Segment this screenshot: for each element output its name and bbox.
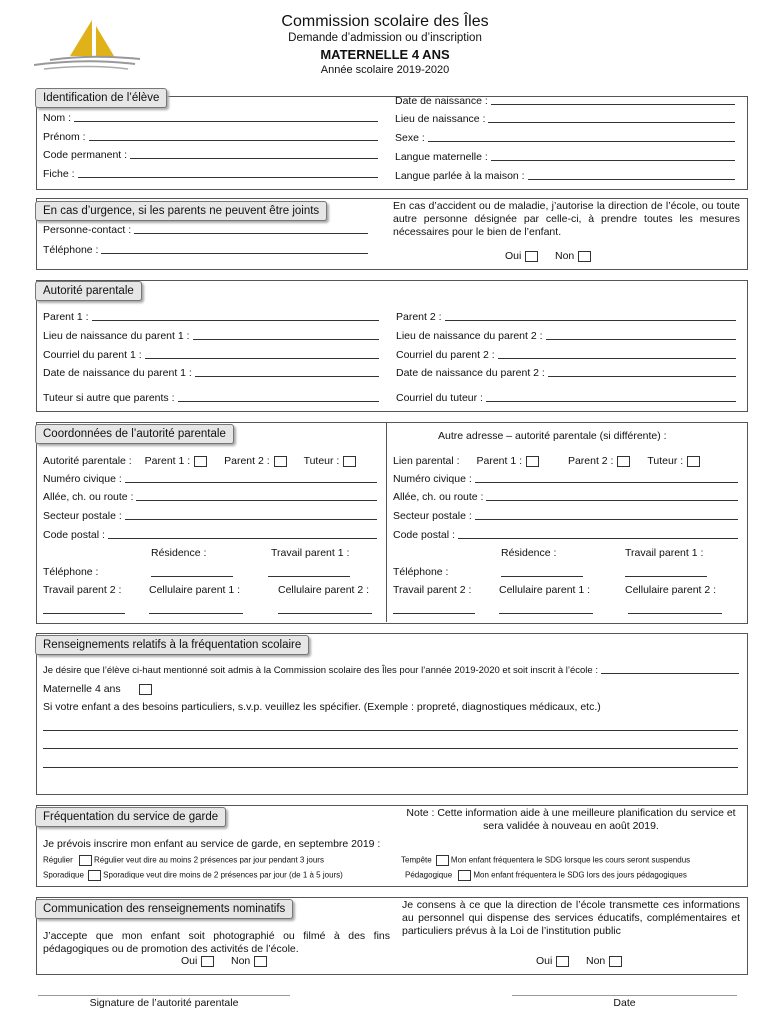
pedagogique-checkbox[interactable] — [458, 870, 471, 881]
frequentation-section — [36, 633, 748, 795]
regulier-option[interactable]: Régulier Régulier veut dire au moins 2 présences par jour pendant 3 jours — [43, 855, 324, 865]
alt-parent1-checkbox[interactable] — [526, 456, 539, 467]
date-parent2-field[interactable]: Date de naissance du parent 2 : — [396, 367, 736, 379]
transmission-non[interactable]: Non — [586, 955, 622, 967]
transmission-oui-checkbox[interactable] — [556, 956, 569, 967]
autorite-choice-row: Autorité parentale : Parent 1 : Parent 2 : Tuteur : — [43, 455, 356, 467]
date-label: Date — [613, 997, 636, 1009]
cell2-label: Cellulaire parent 2 : — [278, 584, 370, 596]
code-permanent-field[interactable]: Code permanent : — [43, 149, 378, 161]
pedagogique-option[interactable]: Pédagogique Mon enfant fréquentera le SDG lors des jours pédagogiques — [405, 870, 687, 880]
alt-travail1-label: Travail parent 1 : — [625, 547, 704, 559]
autorite-tab: Autorité parentale — [35, 281, 142, 301]
secteur-field[interactable]: Secteur postale : — [43, 510, 377, 522]
prenom-field[interactable]: Prénom : — [43, 131, 378, 143]
garde-note: Note : Cette information aide à une meilleure planification du service et sera validée à nouveau en août 2019. — [406, 807, 736, 832]
date-naissance-field[interactable]: Date de naissance : — [395, 95, 735, 107]
autre-adresse-title: Autre adresse – autorité parentale (si différente) : — [438, 430, 667, 442]
photo-consent-text: J’accepte que mon enfant soit photographié ou filmé à des fins pédagogiques ou de promotion des activités de l’école. — [43, 930, 390, 955]
cell2-input[interactable] — [278, 612, 372, 614]
tuteur-field[interactable]: Tuteur si autre que parents : — [43, 392, 379, 404]
alt-cell2-label: Cellulaire parent 2 : — [625, 584, 717, 596]
telephone-label: Téléphone : — [43, 566, 99, 578]
maternelle-checkbox[interactable] — [139, 684, 152, 695]
urgence-non-checkbox[interactable] — [578, 251, 591, 262]
courriel-parent1-field[interactable]: Courriel du parent 1 : — [43, 349, 379, 361]
alt-residence-input[interactable] — [501, 575, 583, 577]
date-parent1-field[interactable]: Date de naissance du parent 1 : — [43, 367, 379, 379]
garde-tab: Fréquentation du service de garde — [35, 807, 226, 827]
besoins-line-1[interactable] — [43, 729, 738, 731]
travail1-label: Travail parent 1 : — [271, 547, 350, 559]
besoins-line-2[interactable] — [43, 747, 738, 749]
sporadique-checkbox[interactable] — [88, 870, 101, 881]
communication-tab: Communication des renseignements nominatifs — [35, 899, 293, 919]
cell1-input[interactable] — [149, 612, 243, 614]
coordonnees-divider — [386, 422, 387, 622]
fiche-field[interactable]: Fiche : — [43, 168, 378, 180]
alt-travail1-input[interactable] — [625, 575, 707, 577]
lieu-parent1-field[interactable]: Lieu de naissance du parent 1 : — [43, 330, 379, 342]
besoins-text: Si votre enfant a des besoins particuliers, s.v.p. veuillez les spécifier. (Exemple : propreté, diagnostiques médicaux, etc.) — [43, 701, 601, 713]
tempete-option[interactable]: Tempête Mon enfant fréquentera le SDG lorsque les cours seront suspendus — [401, 855, 691, 865]
tempete-checkbox[interactable] — [436, 855, 449, 866]
coord-parent2-checkbox[interactable] — [274, 456, 287, 467]
alt-numero-field[interactable]: Numéro civique : — [393, 473, 738, 485]
alt-parent2-checkbox[interactable] — [617, 456, 630, 467]
alt-allee-field[interactable]: Allée, ch. ou route : — [393, 491, 738, 503]
cell1-label: Cellulaire parent 1 : — [149, 584, 241, 596]
alt-cell2-input[interactable] — [628, 612, 722, 614]
frequentation-tab: Renseignements relatifs à la fréquentation scolaire — [35, 635, 309, 655]
numero-civique-field[interactable]: Numéro civique : — [43, 473, 377, 485]
travail1-input[interactable] — [268, 575, 350, 577]
program-title: MATERNELLE 4 ANS — [320, 47, 450, 62]
garde-prevois: Je prévois inscrire mon enfant au service de garde, en septembre 2019 : — [43, 838, 381, 850]
regulier-checkbox[interactable] — [79, 855, 92, 866]
ecole-field[interactable]: Je désire que l’élève ci-haut mentionné soit admis à la Commission scolaire des Îles pour l’année 2019-2020 et soit inscrit à l’école : — [43, 665, 739, 676]
urgence-telephone-field[interactable]: Téléphone : — [43, 244, 368, 256]
alt-travail2-input[interactable] — [393, 612, 475, 614]
allee-field[interactable]: Allée, ch. ou route : — [43, 491, 377, 503]
alt-secteur-field[interactable]: Secteur postale : — [393, 510, 738, 522]
code-postal-field[interactable]: Code postal : — [43, 529, 377, 541]
alt-telephone-label: Téléphone : — [393, 566, 449, 578]
residence-label: Résidence : — [151, 547, 207, 559]
residence-input[interactable] — [151, 575, 233, 577]
transmission-consent-text: Je consens à ce que la direction de l’école transmette ces informations au personnel qui dispense des services éducatifs, complémentaires et particuliers prévus à la Loi de l’institution public — [402, 899, 740, 937]
alt-cell1-input[interactable] — [499, 612, 593, 614]
courriel-tuteur-field[interactable]: Courriel du tuteur : — [396, 392, 736, 404]
parent1-field[interactable]: Parent 1 : — [43, 311, 379, 323]
urgence-consent-text: En cas d’accident ou de maladie, j’autorise la direction de l’école, ou toute autre personne désignée par celle-ci, à prendre toutes les mesures nécessaires pour le bien de l’enfant. — [393, 200, 740, 238]
sporadique-option[interactable]: Sporadique Sporadique veut dire moins de 2 présences par jour (de 1 à 5 jours) — [43, 870, 343, 880]
travail2-label: Travail parent 2 : — [43, 584, 122, 596]
form-subtitle: Demande d’admission ou d’inscription — [288, 32, 482, 44]
parent2-field[interactable]: Parent 2 : — [396, 311, 736, 323]
date-line[interactable] — [512, 994, 737, 996]
urgence-oui[interactable]: Oui — [505, 250, 538, 262]
photo-non-checkbox[interactable] — [254, 956, 267, 967]
photo-non[interactable]: Non — [231, 955, 267, 967]
urgence-tab: En cas d’urgence, si les parents ne peuvent être joints — [35, 201, 327, 221]
transmission-oui[interactable]: Oui — [536, 955, 569, 967]
lien-choice-row: Lien parental : Parent 1 : Parent 2 : Tuteur : — [393, 455, 700, 467]
maternelle-option[interactable]: Maternelle 4 ans — [43, 683, 152, 695]
travail2-input[interactable] — [43, 612, 125, 614]
alt-residence-label: Résidence : — [501, 547, 557, 559]
identification-tab: Identification de l’élève — [35, 88, 167, 108]
alt-code-postal-field[interactable]: Code postal : — [393, 529, 738, 541]
lieu-naissance-field[interactable]: Lieu de naissance : — [395, 113, 735, 125]
school-year: Année scolaire 2019-2020 — [320, 64, 450, 76]
langue-parlee-field[interactable]: Langue parlée à la maison : — [395, 170, 735, 182]
signature-label: Signature de l’autorité parentale — [89, 997, 239, 1009]
transmission-non-checkbox[interactable] — [609, 956, 622, 967]
coord-tuteur-checkbox[interactable] — [343, 456, 356, 467]
signature-line[interactable] — [38, 994, 290, 996]
urgence-non[interactable]: Non — [555, 250, 591, 262]
besoins-line-3[interactable] — [43, 766, 738, 768]
alt-travail2-label: Travail parent 2 : — [393, 584, 472, 596]
alt-cell1-label: Cellulaire parent 1 : — [499, 584, 591, 596]
nom-field[interactable]: Nom : — [43, 112, 378, 124]
personne-contact-field[interactable]: Personne-contact : — [43, 224, 368, 236]
sexe-field[interactable]: Sexe : — [395, 132, 735, 144]
photo-oui-checkbox[interactable] — [201, 956, 214, 967]
org-title: Commission scolaire des Îles — [281, 13, 489, 30]
coord-parent1-checkbox[interactable] — [194, 456, 207, 467]
sailboat-logo — [30, 14, 150, 76]
langue-maternelle-field[interactable]: Langue maternelle : — [395, 151, 735, 163]
coordonnees-tab: Coordonnées de l’autorité parentale — [35, 424, 234, 444]
courriel-parent2-field[interactable]: Courriel du parent 2 : — [396, 349, 736, 361]
alt-tuteur-checkbox[interactable] — [687, 456, 700, 467]
urgence-oui-checkbox[interactable] — [525, 251, 538, 262]
lieu-parent2-field[interactable]: Lieu de naissance du parent 2 : — [396, 330, 736, 342]
photo-oui[interactable]: Oui — [181, 955, 214, 967]
